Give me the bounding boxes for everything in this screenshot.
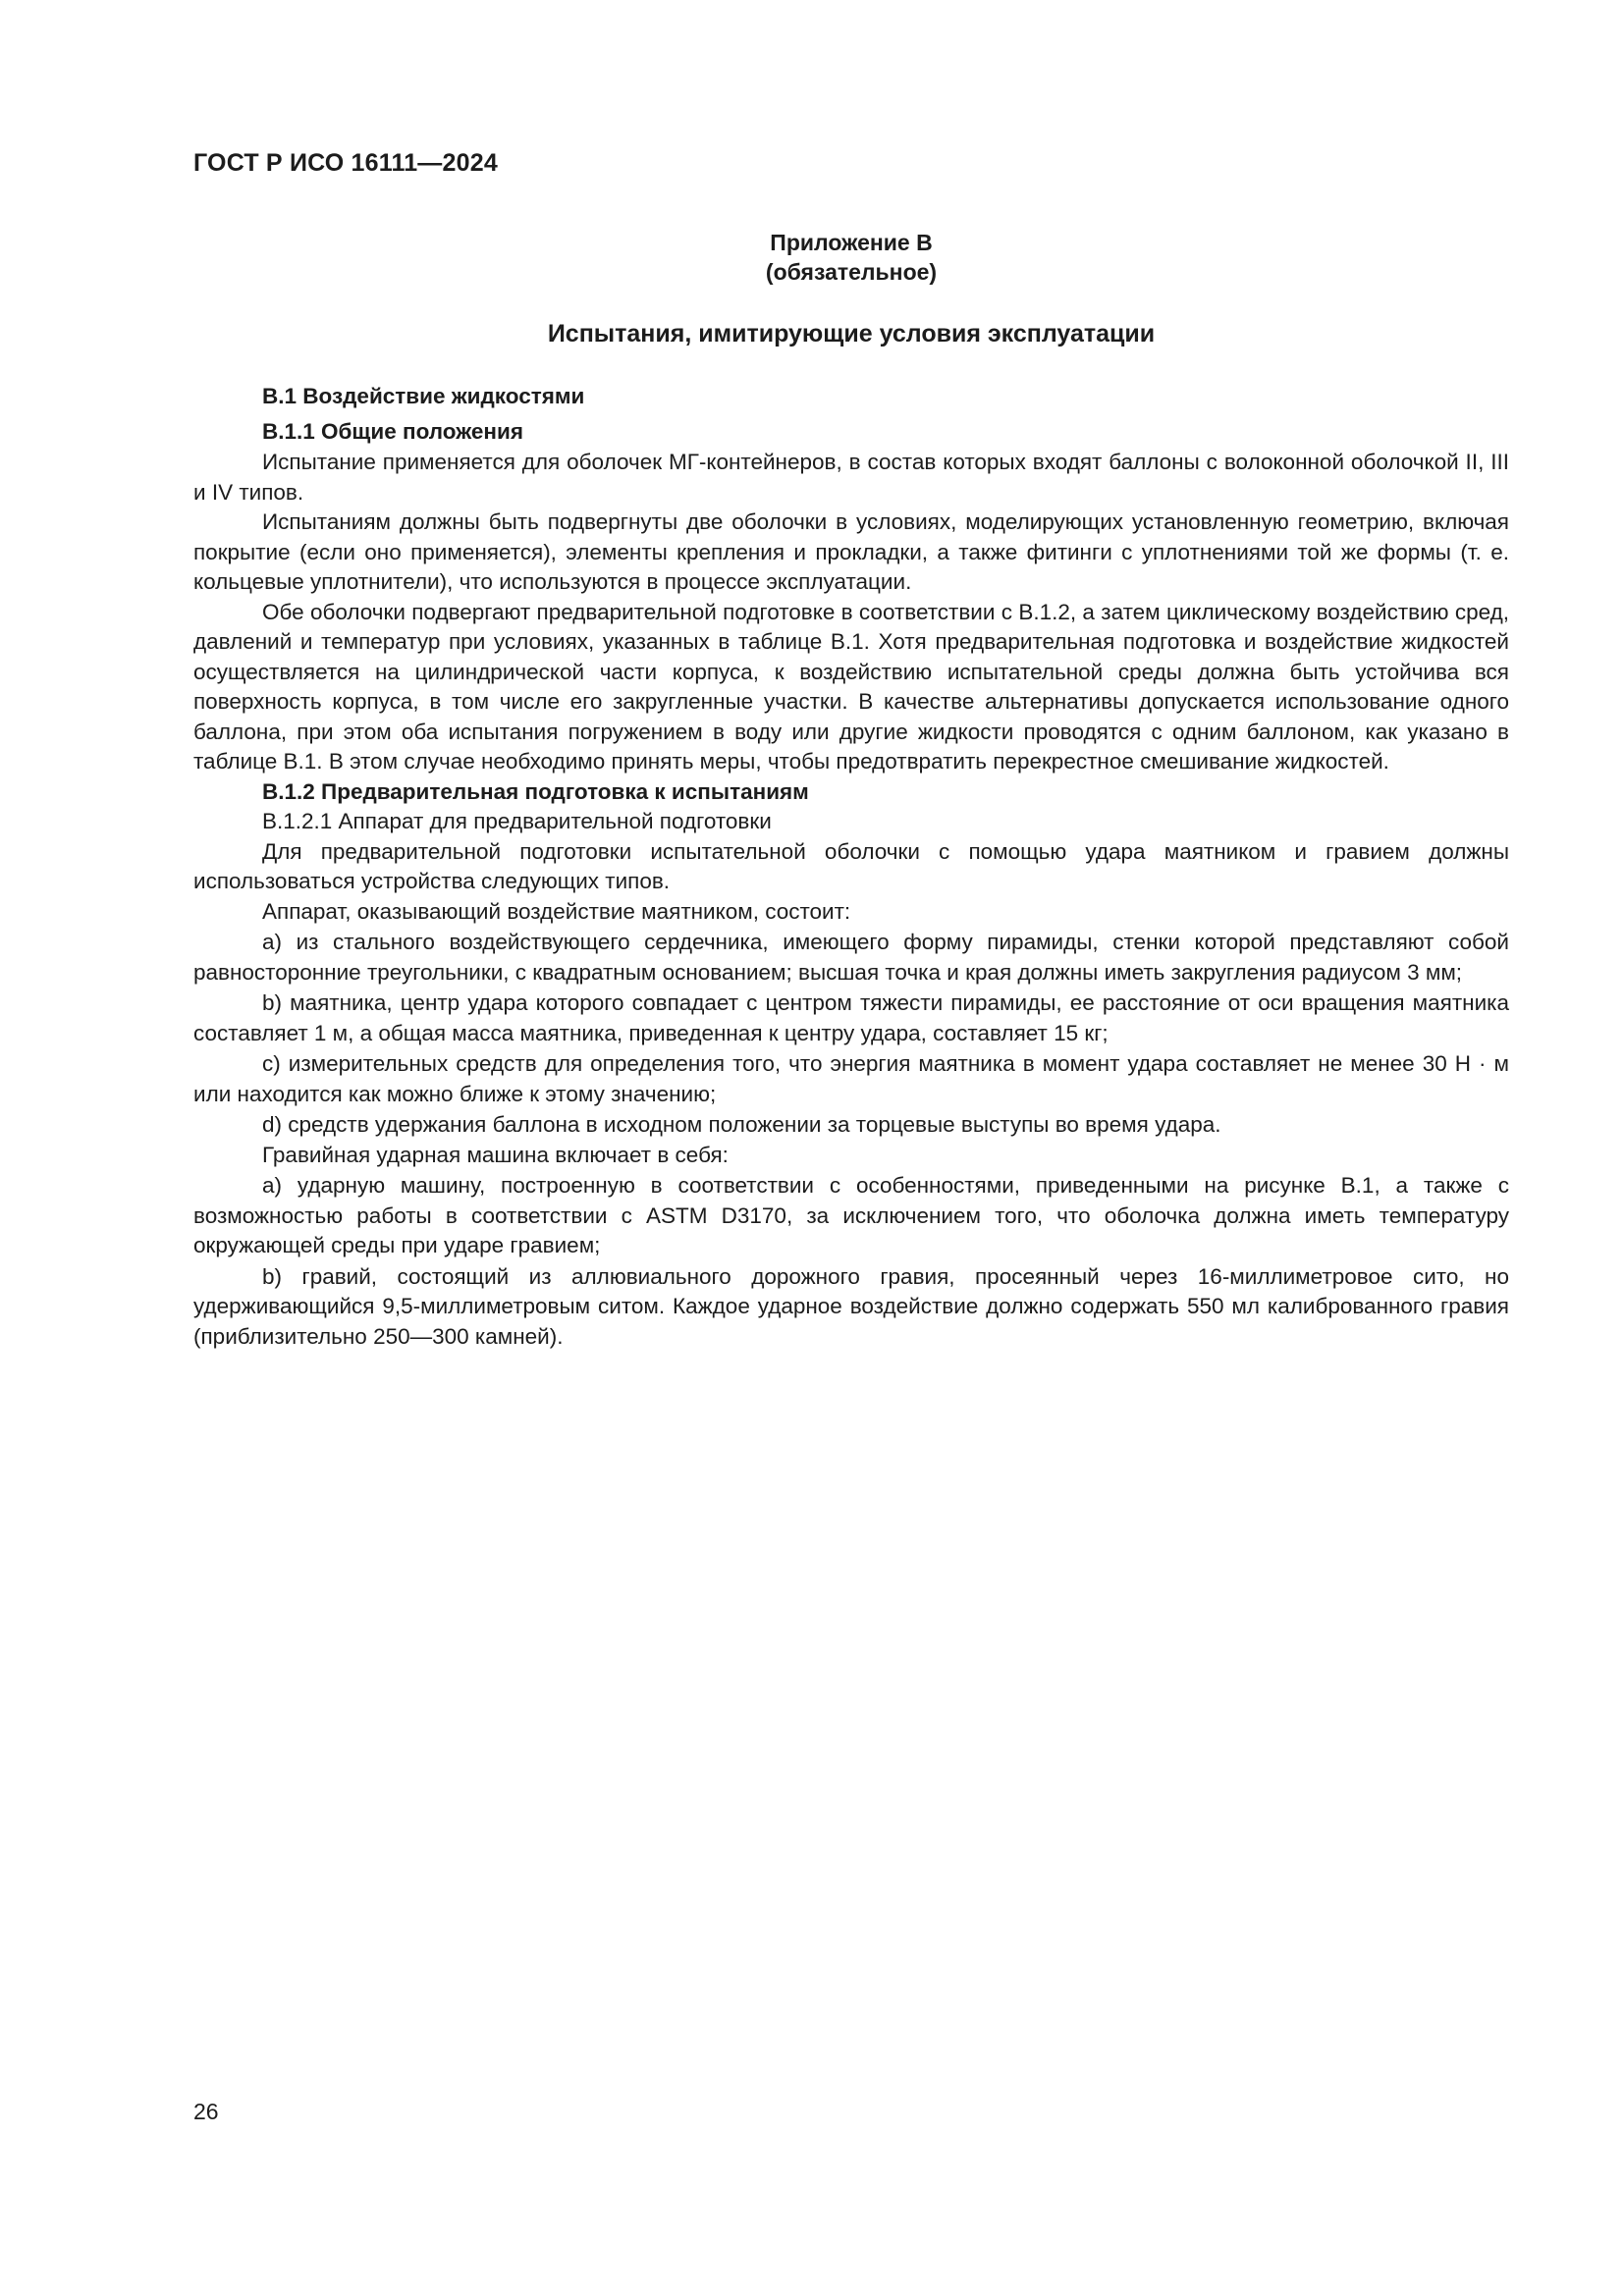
paragraph: Испытание применяется для оболочек МГ-контейнеров, в состав которых входят баллоны с волоконной оболочкой II, III и IV типов.: [193, 450, 1509, 505]
page-number: 26: [193, 2099, 219, 2124]
paragraph: Гравийная ударная машина включает в себя:: [262, 1142, 729, 1167]
paragraph: Аппарат, оказывающий воздействие маятником, состоит:: [262, 898, 851, 924]
annex-label: Приложение В: [770, 230, 933, 255]
list-item: d) средств удержания баллона в исходном положении за торцевые выступы во время удара.: [262, 1112, 1221, 1137]
list-item: c) измерительных средств для определения того, что энергия маятника в момент удара составляет не менее 30 Н · м или находится как можно ближе к этому значению;: [193, 1051, 1509, 1106]
list-item: b) гравий, состоящий из аллювиального дорожного гравия, просеянный через 16-миллиметровое сито, но удерживающийся 9,5-миллиметровым ситом. Каждое ударное воздействие должно содержать 550 мл калиброванного гравия (приблизительно 250—300 камней).: [193, 1263, 1509, 1349]
document-header: ГОСТ Р ИСО 16111—2024: [193, 149, 498, 177]
section-heading-b1: В.1 Воздействие жидкостями: [262, 384, 585, 408]
paragraph: Испытаниям должны быть подвергнуты две оболочки в условиях, моделирующих установленную геометрию, включая покрытие (если оно применяется), элементы крепления и прокладки, а также фитинги с уплотнениями той же формы (т. е. кольцевые уплотнители), что используются в процессе эксплуатации.: [193, 509, 1509, 594]
document-body: [193, 382, 1509, 1352]
section-heading-b12: В.1.2 Предварительная подготовка к испытаниям: [262, 778, 809, 804]
list-item: a) из стального воздействующего сердечника, имеющего форму пирамиды, стенки которой представляют собой равносторонние треугольники, с квадратным основанием; высшая точка и края должны иметь закругления радиусом 3 мм;: [193, 930, 1509, 985]
list-item: a) ударную машину, построенную в соответствии с особенностями, приведенными на рисунке В.1, а также с возможностью работы в соответствии с ASTM D3170, за исключением того, что оболочка должна иметь температуру окружающей среды при ударе гравием;: [193, 1173, 1509, 1257]
annex-label-block: [193, 228, 1509, 287]
annex-status: (обязательное): [765, 259, 938, 285]
paragraph: Для предварительной подготовки испытательной оболочки с помощью удара маятником и гравием должны использоваться устройства следующих типов.: [193, 838, 1509, 893]
list-item: b) маятника, центр удара которого совпадает с центром тяжести пирамиды, ее расстояние от оси вращения маятника составляет 1 м, а общая масса маятника, приведенная к центру удара, составляет 15 кг;: [193, 990, 1509, 1045]
paragraph: Обе оболочки подвергают предварительной подготовке в соответствии с В.1.2, а затем циклическому воздействию сред, давлений и температур при условиях, указанных в таблице В.1. Хотя предварительная подготовка и воздействие жидкостей осуществляется на цилиндрической части корпуса, к воздействию испытательной среды должна быть устойчива вся поверхность корпуса, в том числе его закругленные участки. В качестве альтернативы допускается использование одного баллона, при этом оба испытания погружением в воду или другие жидкости проводятся с одним баллоном, как указано в таблице В.1. В этом случае необходимо принять меры, чтобы предотвратить перекрестное смешивание жидкостей.: [193, 599, 1509, 774]
subsection-heading-b121: В.1.2.1 Аппарат для предварительной подготовки: [262, 809, 772, 833]
section-heading-b11: В.1.1 Общие положения: [262, 418, 523, 444]
annex-title: Испытания, имитирующие условия эксплуатации: [547, 320, 1156, 347]
